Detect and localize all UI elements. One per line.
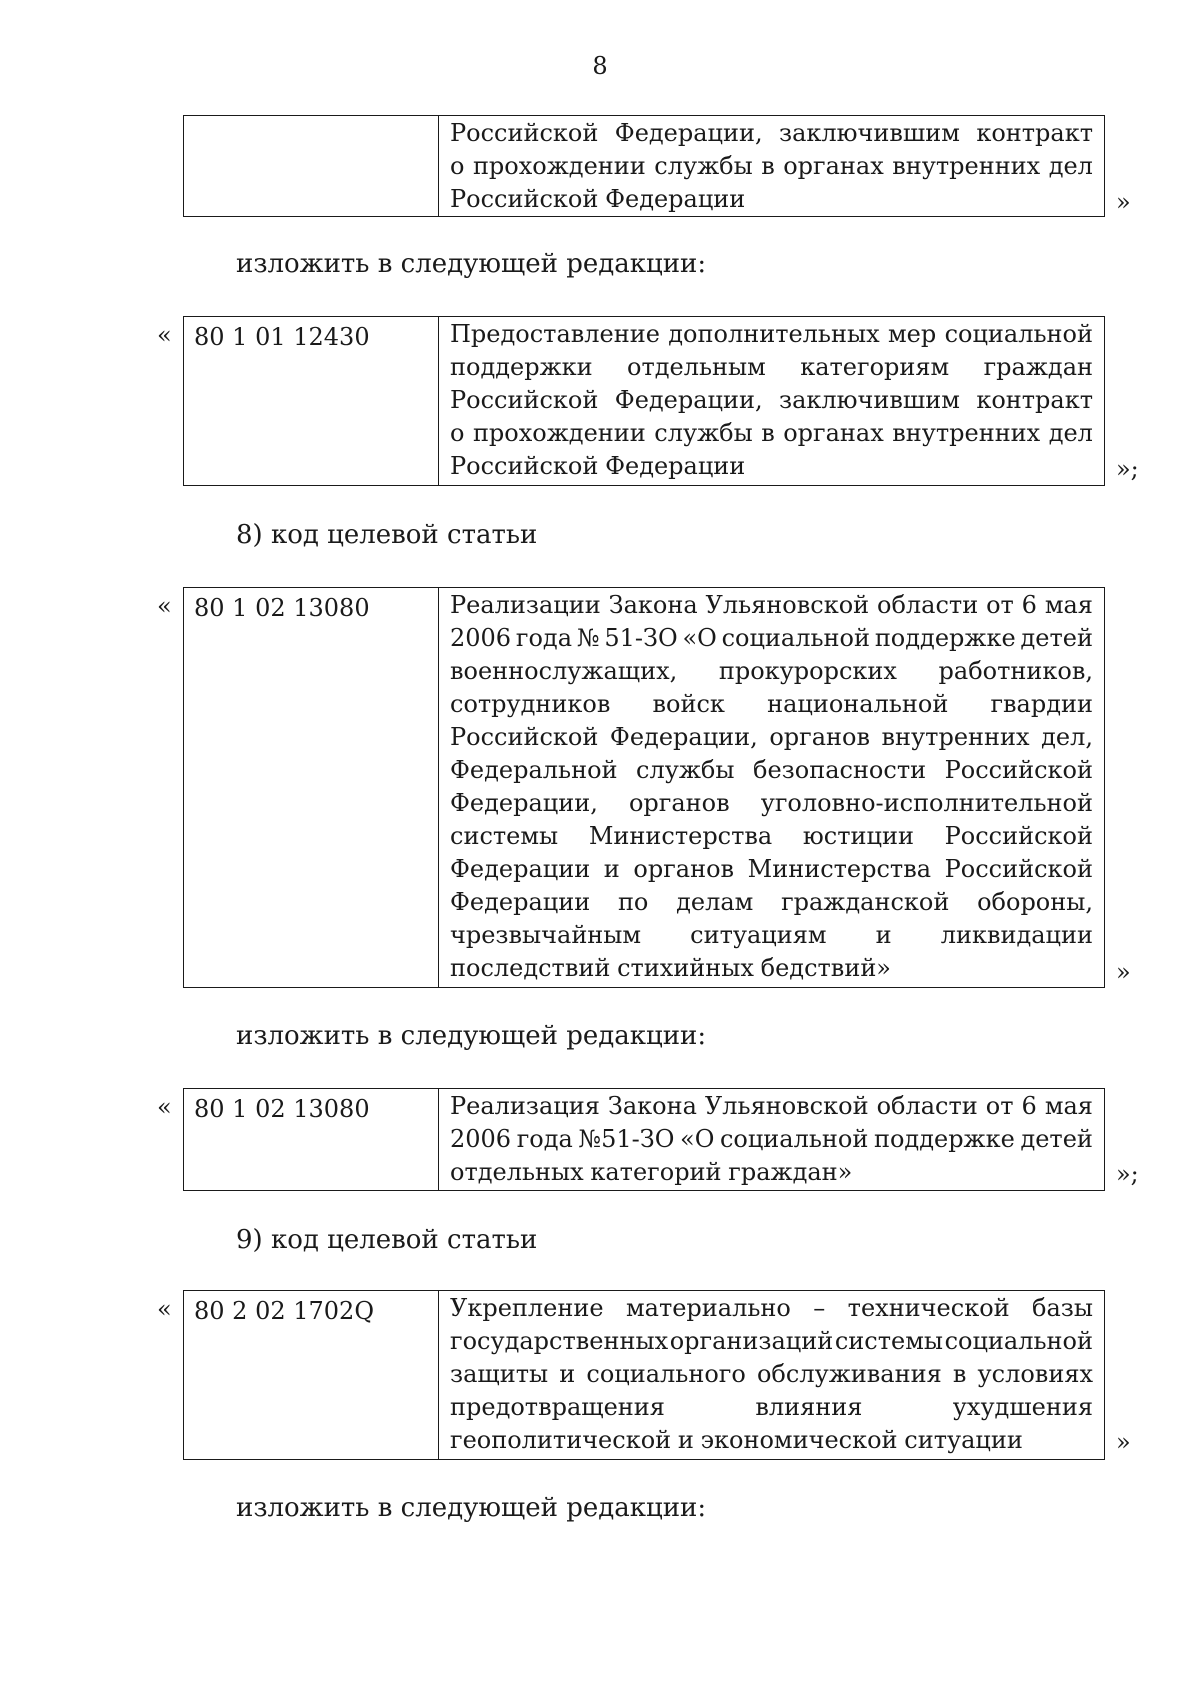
target-article-table	[183, 316, 1105, 486]
word: и	[603, 855, 620, 883]
opening-quote: «	[157, 1093, 172, 1121]
word: Российской	[944, 855, 1093, 883]
word: Федерации,	[609, 723, 758, 751]
word: отдельным	[627, 353, 766, 381]
word: года	[516, 1125, 573, 1153]
target-article-table	[183, 587, 1105, 988]
word: 2006	[450, 1125, 512, 1153]
word: прокурорских	[718, 657, 897, 685]
word: Федерации,	[614, 119, 763, 147]
word: в	[761, 152, 775, 180]
code-cell: 80 1 02 13080	[184, 588, 439, 987]
word: заключившим	[779, 119, 960, 147]
closing-quote: »;	[1116, 1160, 1139, 1188]
word: №	[576, 624, 600, 652]
description-line	[450, 150, 1093, 183]
word: условиях	[977, 1360, 1093, 1388]
closing-quote: »;	[1116, 455, 1139, 483]
word: социальной	[944, 1327, 1093, 1355]
word: Министерства	[747, 855, 932, 883]
word: отдельных	[450, 1158, 584, 1186]
target-article-table	[183, 1290, 1105, 1460]
word: социальной	[721, 624, 870, 652]
code-cell	[184, 116, 439, 216]
word: материально	[625, 1294, 791, 1322]
description-line	[450, 1325, 1093, 1358]
section-heading: 8) код целевой статьи	[236, 520, 538, 550]
word: Ульяновской	[705, 591, 870, 619]
word: о	[450, 419, 465, 447]
word: Федерации	[605, 452, 746, 480]
opening-quote: «	[157, 592, 172, 620]
word: Реализация	[450, 1092, 600, 1120]
word: детей	[1020, 624, 1093, 652]
word: гвардии	[990, 690, 1093, 718]
word: последствий	[450, 954, 611, 982]
word: Российской	[450, 119, 599, 147]
word: национальной	[767, 690, 949, 718]
word: службы	[636, 756, 735, 784]
word: –	[813, 1294, 826, 1322]
word: мер	[888, 320, 937, 348]
word: системы	[834, 1327, 943, 1355]
word: экономической	[700, 1426, 898, 1454]
description-line	[450, 952, 1093, 985]
word: Российской	[450, 723, 599, 751]
word: поддержки	[450, 353, 593, 381]
word: геополитической	[450, 1426, 672, 1454]
word: ситуации	[904, 1426, 1023, 1454]
instruction-paragraph: изложить в следующей редакции:	[236, 1021, 707, 1051]
description-line	[450, 1156, 1093, 1189]
word: области	[877, 591, 979, 619]
word: категориям	[800, 353, 950, 381]
section-heading: 9) код целевой статьи	[236, 1225, 538, 1255]
word: службы	[654, 419, 753, 447]
word: «О	[682, 624, 717, 652]
description-line	[450, 117, 1093, 150]
word: «О	[680, 1125, 715, 1153]
description-line	[450, 688, 1093, 721]
description-cell	[439, 317, 1104, 485]
word: базы	[1032, 1294, 1093, 1322]
word: Закона	[607, 1092, 697, 1120]
word: защиты	[450, 1360, 549, 1388]
description-cell	[439, 1089, 1104, 1190]
word: области	[876, 1092, 978, 1120]
description-line	[450, 1090, 1093, 1123]
closing-quote: »	[1116, 1428, 1131, 1456]
word: дел	[1048, 152, 1093, 180]
word: Федерации	[450, 855, 591, 883]
word: Федерации	[450, 888, 591, 916]
word: органов	[769, 723, 870, 751]
target-article-table	[183, 1088, 1105, 1191]
description-line	[450, 886, 1093, 919]
instruction-paragraph: изложить в следующей редакции:	[236, 249, 707, 279]
word: чрезвычайным	[450, 921, 642, 949]
code-cell: 80 1 01 12430	[184, 317, 439, 485]
description-line	[450, 787, 1093, 820]
word: организаций	[669, 1327, 834, 1355]
description-line	[450, 1391, 1093, 1424]
word: 51-ЗО	[604, 624, 678, 652]
word: Федерации	[605, 185, 746, 213]
instruction-paragraph: изложить в следующей редакции:	[236, 1493, 707, 1523]
word: дел	[1048, 419, 1093, 447]
word: Министерства	[588, 822, 773, 850]
word: системы	[450, 822, 559, 850]
code-cell: 80 1 02 13080	[184, 1089, 439, 1190]
opening-quote: «	[157, 1295, 172, 1323]
description-line	[450, 1358, 1093, 1391]
word: социальной	[944, 320, 1093, 348]
word: социальной	[719, 1125, 869, 1153]
word: Закона	[608, 591, 698, 619]
word: внутренних	[892, 152, 1041, 180]
word: сотрудников	[450, 690, 611, 718]
word: гражданской	[781, 888, 950, 916]
description-line	[450, 820, 1093, 853]
word: органах	[783, 152, 884, 180]
word: в	[761, 419, 775, 447]
word: Ульяновской	[704, 1092, 869, 1120]
word: Федерации,	[614, 386, 763, 414]
word: Российской	[450, 185, 599, 213]
description-line	[450, 721, 1093, 754]
description-line	[450, 1123, 1093, 1156]
word: дел,	[1041, 723, 1093, 751]
word: влияния	[755, 1393, 863, 1421]
word: прохождении	[472, 419, 646, 447]
word: 6	[1021, 1092, 1037, 1120]
word: и	[875, 921, 892, 949]
word: от	[986, 591, 1014, 619]
word: дополнительных	[668, 320, 880, 348]
word: ликвидации	[940, 921, 1093, 949]
description-line	[450, 1292, 1093, 1325]
word: военнослужащих,	[450, 657, 678, 685]
word: 6	[1021, 591, 1037, 619]
target-article-table	[183, 115, 1105, 217]
word: обороны,	[977, 888, 1093, 916]
word: Укрепление	[450, 1294, 604, 1322]
word: детей	[1020, 1125, 1093, 1153]
word: в	[952, 1360, 967, 1388]
word: и	[559, 1360, 576, 1388]
word: стихийных	[617, 954, 754, 982]
word: контракт	[976, 386, 1093, 414]
word: предотвращения	[450, 1393, 665, 1421]
word: Федеральной	[450, 756, 618, 784]
word: технической	[847, 1294, 1010, 1322]
word: внутренних	[892, 419, 1041, 447]
word: о	[450, 152, 465, 180]
word: делам	[676, 888, 754, 916]
word: Российской	[944, 822, 1093, 850]
description-line	[450, 754, 1093, 787]
description-line	[450, 853, 1093, 886]
description-cell	[439, 588, 1104, 987]
word: граждан»	[728, 1158, 853, 1186]
word: органов	[628, 789, 730, 817]
word: Российской	[944, 756, 1093, 784]
word: Российской	[450, 386, 599, 414]
description-line	[450, 622, 1093, 655]
description-line	[450, 183, 1093, 216]
word: Предоставление	[450, 320, 660, 348]
word: органах	[783, 419, 884, 447]
word: юстиции	[802, 822, 914, 850]
word: бедствий»	[760, 954, 891, 982]
word: работников,	[938, 657, 1093, 685]
word: Федерации,	[450, 789, 598, 817]
word: года	[515, 624, 572, 652]
description-line	[450, 351, 1093, 384]
word: граждан	[983, 353, 1093, 381]
description-line	[450, 1424, 1093, 1457]
word: войск	[652, 690, 725, 718]
word: службы	[654, 152, 753, 180]
description-line	[450, 318, 1093, 351]
description-line	[450, 450, 1093, 483]
word: поддержке	[873, 1125, 1015, 1153]
word: контракт	[976, 119, 1093, 147]
word: безопасности	[753, 756, 927, 784]
word: Реализации	[450, 591, 601, 619]
description-line	[450, 589, 1093, 622]
word: социального	[586, 1360, 746, 1388]
opening-quote: «	[157, 321, 172, 349]
word: обслуживания	[756, 1360, 942, 1388]
word: государственных	[450, 1327, 669, 1355]
word: и	[677, 1426, 694, 1454]
word: прохождении	[472, 152, 646, 180]
description-line	[450, 417, 1093, 450]
description-line	[450, 384, 1093, 417]
code-cell: 80 2 02 1702Q	[184, 1291, 439, 1459]
word: органов	[633, 855, 735, 883]
word: уголовно-исполнительной	[760, 789, 1093, 817]
closing-quote: »	[1116, 958, 1131, 986]
word: ситуациям	[690, 921, 827, 949]
word: категорий	[590, 1158, 722, 1186]
word: 2006	[450, 624, 512, 652]
word: мая	[1044, 1092, 1093, 1120]
word: ухудшения	[952, 1393, 1093, 1421]
description-line	[450, 655, 1093, 688]
word: внутренних	[881, 723, 1030, 751]
word: заключившим	[779, 386, 960, 414]
word: мая	[1044, 591, 1093, 619]
page-number: 8	[592, 52, 608, 80]
word: №51-ЗО	[578, 1125, 675, 1153]
word: Российской	[450, 452, 599, 480]
description-line	[450, 919, 1093, 952]
word: от	[985, 1092, 1014, 1120]
word: по	[617, 888, 649, 916]
description-cell	[439, 116, 1104, 216]
description-cell	[439, 1291, 1104, 1459]
word: поддержке	[874, 624, 1016, 652]
closing-quote: »	[1116, 188, 1131, 216]
